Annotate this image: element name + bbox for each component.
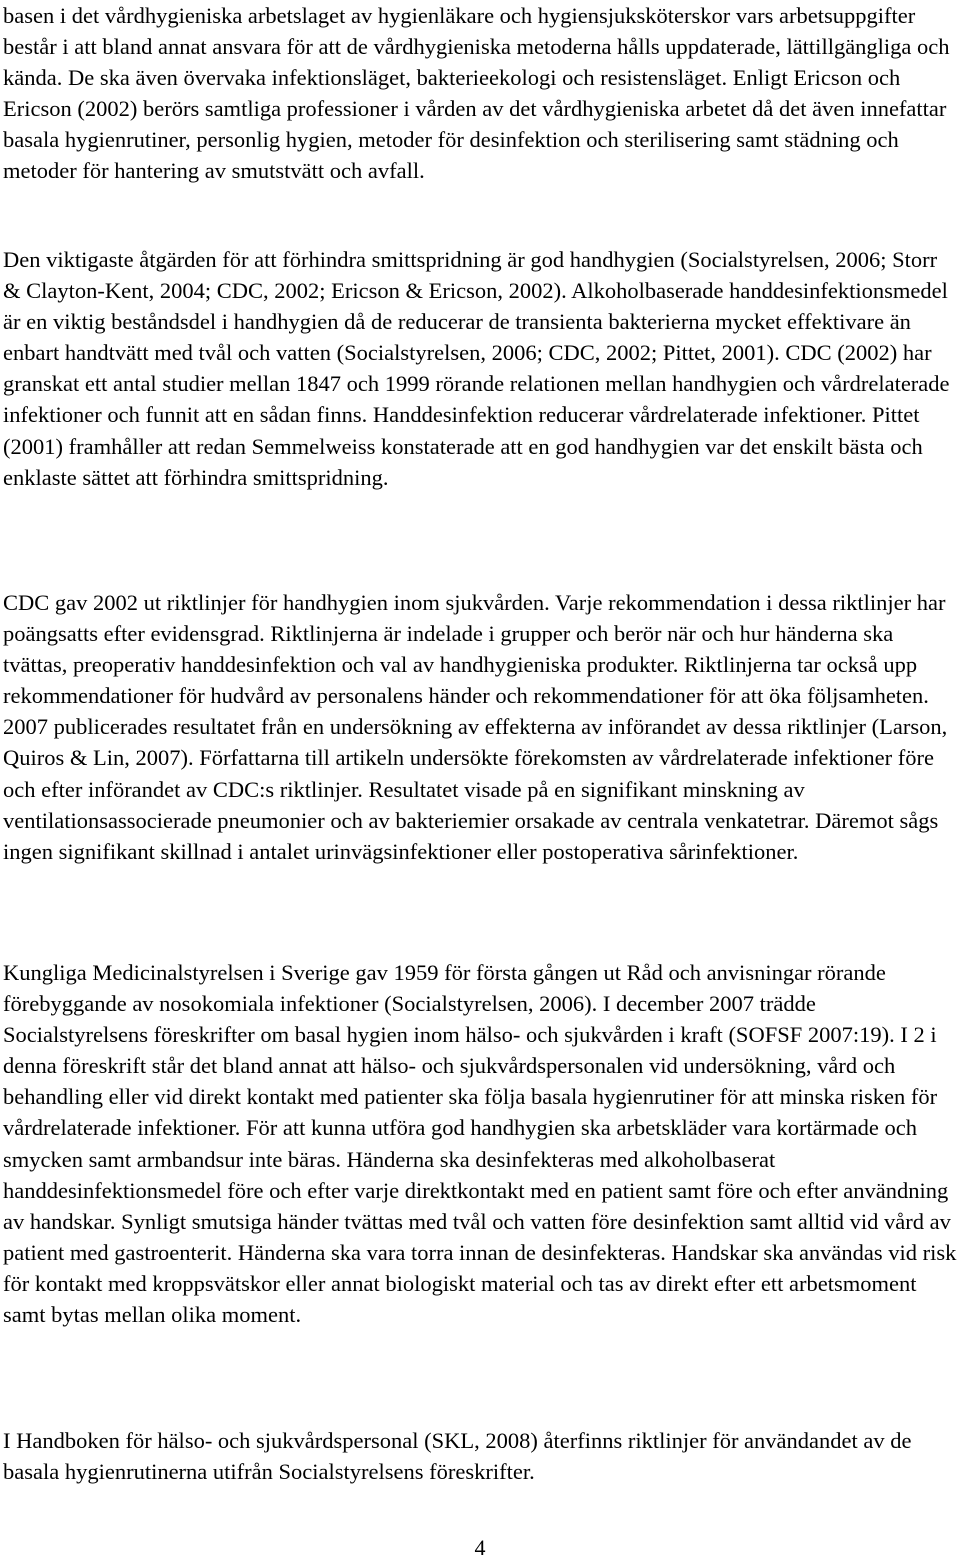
paragraph-hygiene-organization: basen i det vårdhygieniska arbetslaget av hygienläkare och hygiensjuksköterskor vars arbetsuppgifter består i att bland annat ansvara för att de vårdhygieniska metoderna hålls uppdaterade, lättillgängliga och kända. De ska även övervaka infektionsläget, bakterieekologi och resistensläget. Enligt Ericson och Ericson (2002) berörs samtliga professioner i vården av det vårdhygieniska arbetet då det även innefattar basala hygienrutiner, personlig hygien, metoder för desinfektion och sterilisering samt städning och metoder för hantering av smutstvätt och avfall. [3, 3, 950, 184]
paragraph-socialstyrelsen-regulations: Kungliga Medicinalstyrelsen i Sverige gav 1959 för första gången ut Råd och anvisningar rörande förebyggande av nosokomiala infektioner (Socialstyrelsen, 2006). I december 2007 trädde Socialstyrelsens föreskrifter om basal hygien inom hälso- och sjukvården i kraft (SOFSF 2007:19). I 2 i denna föreskrift står det bland annat att hälso- och sjukvårdspersonalen vid undersökning, vård och behandling eller vid direkt kontakt med patienter ska följa basala hygienrutiner för att minska risken för vårdrelaterade infektioner. För att kunna utföra god handhygien ska arbetskläder vara kortärmade och smycken samt armbandsur inte bäras. Händerna ska desinfekteras med alkoholbaserat handdesinfektionsmedel före och efter varje direktkontakt med en patient samt före och efter användning av handskar. Synligt smutsiga händer tvättas med tvål och vatten före desinfektion samt alltid vid vård av patient med gastroenterit. Händerna ska vara torra innan de desinfekteras. Handskar ska användas vid risk för kontakt med kroppsvätskor eller annat biologiskt material och tas av direkt efter ett arbetsmoment samt bytas mellan olika moment. [3, 960, 957, 1328]
paragraph-cdc-guidelines: CDC gav 2002 ut riktlinjer för handhygien inom sjukvården. Varje rekommendation i dessa riktlinjer har poängsatts efter evidensgrad. Riktlinjerna är indelade i grupper och berör när och hur händerna ska tvättas, preoperativ handdesinfektion och val av handhygieniska produkter. Riktlinjerna tar också upp rekommendationer för hudvård av personalens händer och rekommendationer för att öka följsamheten. 2007 publicerades resultatet från en undersökning av effekterna av införandet av dessa riktlinjer (Larson, Quiros & Lin, 2007). Författarna till artikeln undersökte förekomsten av vårdrelaterade infektioner före och efter införandet av CDC:s riktlinjer. Resultatet visade på en signifikant minskning av ventilationsassocierade pneumonier och av bakteriemier orsakade av centrala venkatetrar. Däremot sågs ingen signifikant skillnad i antalet urinvägsinfektioner eller postoperativa sårinfektioner. [3, 590, 948, 864]
paragraph-skl-handbook: I Handboken för hälso- och sjukvårdspersonal (SKL, 2008) återfinns riktlinjer för användandet av de basala hygienrutinerna utifrån Socialstyrelsens föreskrifter. [3, 1428, 912, 1485]
page-number: 4 [474, 1535, 486, 1560]
paragraph-hand-hygiene: Den viktigaste åtgärden för att förhindra smittspridning är god handhygien (Socialstyrelsen, 2006; Storr & Clayton-Kent, 2004; CDC, 2002; Ericson & Ericson, 2002). Alkoholbaserade handdesinfektionsmedel är en viktig beståndsdel i handhygien då de reducerar de transienta bakterierna mycket effektivare än enbart handtvätt med tvål och vatten (Socialstyrelsen, 2006; CDC, 2002; Pittet, 2001). CDC (2002) har granskat ett antal studier mellan 1847 och 1999 rörande relationen mellan handhygien och vårdrelaterade infektioner och funnit att en sådan finns. Handdesinfektion reducerar vårdrelaterade infektioner. Pittet (2001) framhåller att redan Semmelweiss konstaterade att en god handhygien var det enskilt bästa och enklaste sättet att förhindra smittspridning. [3, 247, 950, 490]
